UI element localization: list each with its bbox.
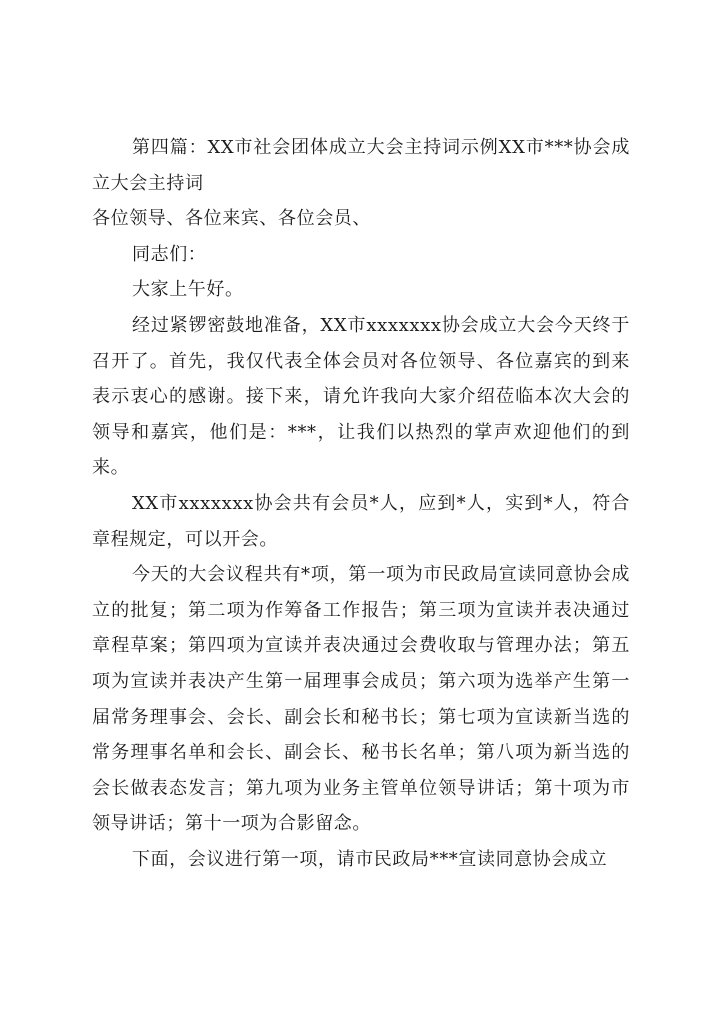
document-title: 第四篇：XX市社会团体成立大会主持词示例XX市***协会成立大会主持词 — [92, 137, 630, 194]
opening-paragraph: 经过紧锣密鼓地准备，XX市xxxxxxx协会成立大会今天终于召开了。首先，我仅代表全体会员对各位领导、各位嘉宾的到来表示衷心的感谢。接下来，请允许我向大家介绍莅临本次大会的领导和嘉宾，他们是：***，让我们以热烈的掌声欢迎他们的到来。 — [92, 314, 630, 479]
first-item-paragraph: 下面，会议进行第一项，请市民政局***宣读同意协会成立 — [132, 848, 608, 870]
salutation-line: 各位领导、各位来宾、各位会员、 — [92, 208, 371, 230]
salutation-comrades: 同志们： — [132, 243, 207, 265]
document-body — [92, 130, 630, 877]
greeting-paragraph: 大家上午好。 — [132, 279, 244, 301]
agenda-paragraph: 今天的大会议程共有*项，第一项为市民政局宣读同意协会成立的批复；第二项为作筹备工作报告；第三项为宣读并表决通过章程草案；第四项为宣读并表决通过会费收取与管理办法；第五项为宣读并表决产生第一届理事会成员；第六项为选举产生第一届常务理事会、会长、副会长和秘书长；第七项为宣读新当选的常务理事名单和会长、副会长、秘书长名单；第八项为新当选的会长做表态发言；第九项为业务主管单位领导讲话；第十项为市领导讲话；第十一项为合影留念。 — [92, 564, 630, 835]
attendance-paragraph: XX市xxxxxxx协会共有会员*人，应到*人，实到*人，符合章程规定，可以开会。 — [92, 492, 630, 550]
